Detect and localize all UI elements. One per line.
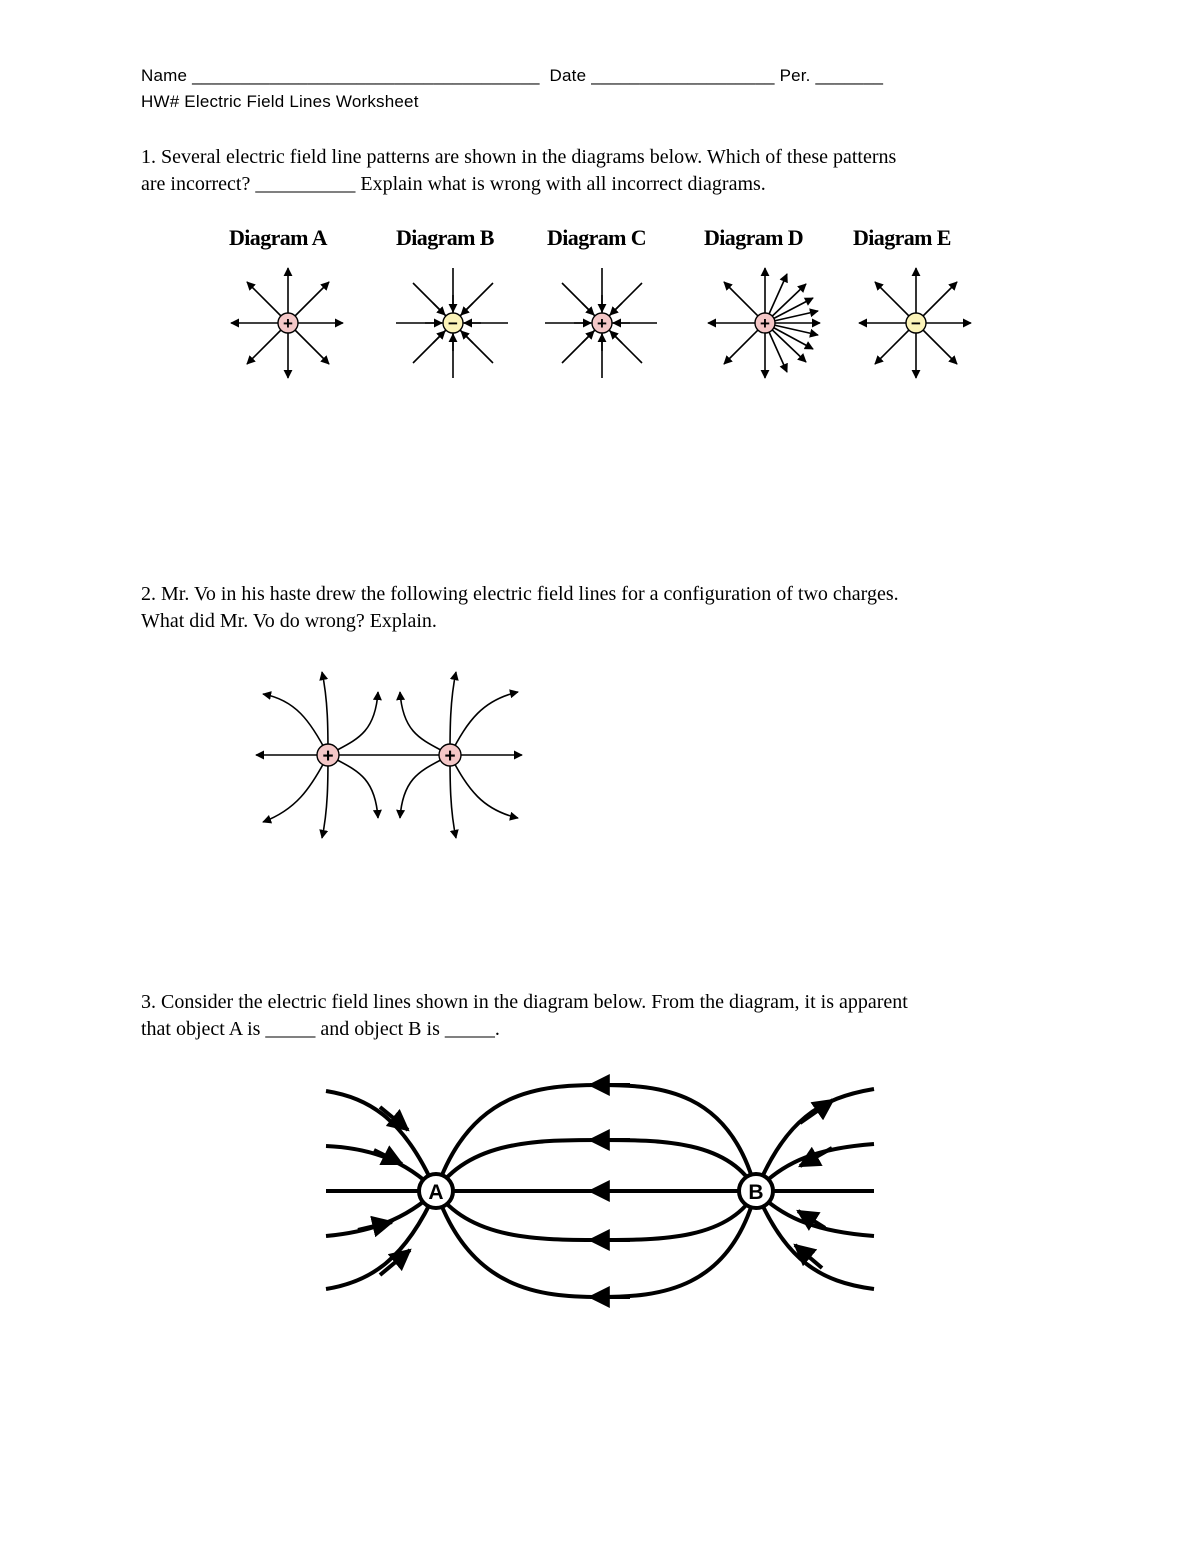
- question-3-diagram: [326, 1085, 874, 1297]
- diagram-b-label: Diagram B: [396, 225, 494, 250]
- question-2-line-2: What did Mr. Vo do wrong? Explain.: [141, 610, 437, 632]
- diagram-b-sign: −: [448, 314, 458, 333]
- q2-charge-left-sign: +: [322, 746, 334, 767]
- diagram-a-label: Diagram A: [229, 225, 327, 250]
- date-label: Date: [549, 66, 587, 85]
- diagram-c-sign: +: [597, 314, 607, 333]
- question-1-line-2: are incorrect? __________ Explain what is wrong with all incorrect diagrams.: [141, 173, 766, 195]
- worksheet-title: HW# Electric Field Lines Worksheet: [141, 92, 419, 111]
- question-2-line-1: 2. Mr. Vo in his haste drew the following electric field lines for a configuration of two charges.: [141, 583, 899, 605]
- object-a-label: A: [428, 1181, 444, 1204]
- q2-charge-right-sign: +: [444, 746, 456, 767]
- name-blank[interactable]: ____________________________________: [192, 66, 540, 85]
- question-3: [141, 989, 908, 1043]
- diagram-d-sign: +: [760, 314, 770, 333]
- diagram-a-sign: +: [283, 314, 293, 333]
- diagram-e-label: Diagram E: [853, 225, 951, 250]
- name-label: Name: [141, 66, 188, 85]
- object-b-label: B: [748, 1181, 764, 1204]
- question-2-diagram: [256, 672, 522, 838]
- question-3-line-2: that object A is _____ and object B is _____.: [141, 1018, 500, 1040]
- period-label: Per.: [779, 66, 811, 85]
- question-1-line-1: 1. Several electric field line patterns are shown in the diagrams below. Which of these patterns: [141, 146, 897, 168]
- diagram-e-sign: −: [911, 314, 921, 333]
- date-blank[interactable]: ___________________: [591, 66, 775, 85]
- period-blank[interactable]: _______: [815, 66, 884, 85]
- question-2: [141, 581, 899, 635]
- diagram-d-label: Diagram D: [704, 225, 804, 250]
- diagram-c-label: Diagram C: [547, 225, 647, 250]
- question-3-line-1: 3. Consider the electric field lines shown in the diagram below. From the diagram, it is apparent: [141, 991, 908, 1013]
